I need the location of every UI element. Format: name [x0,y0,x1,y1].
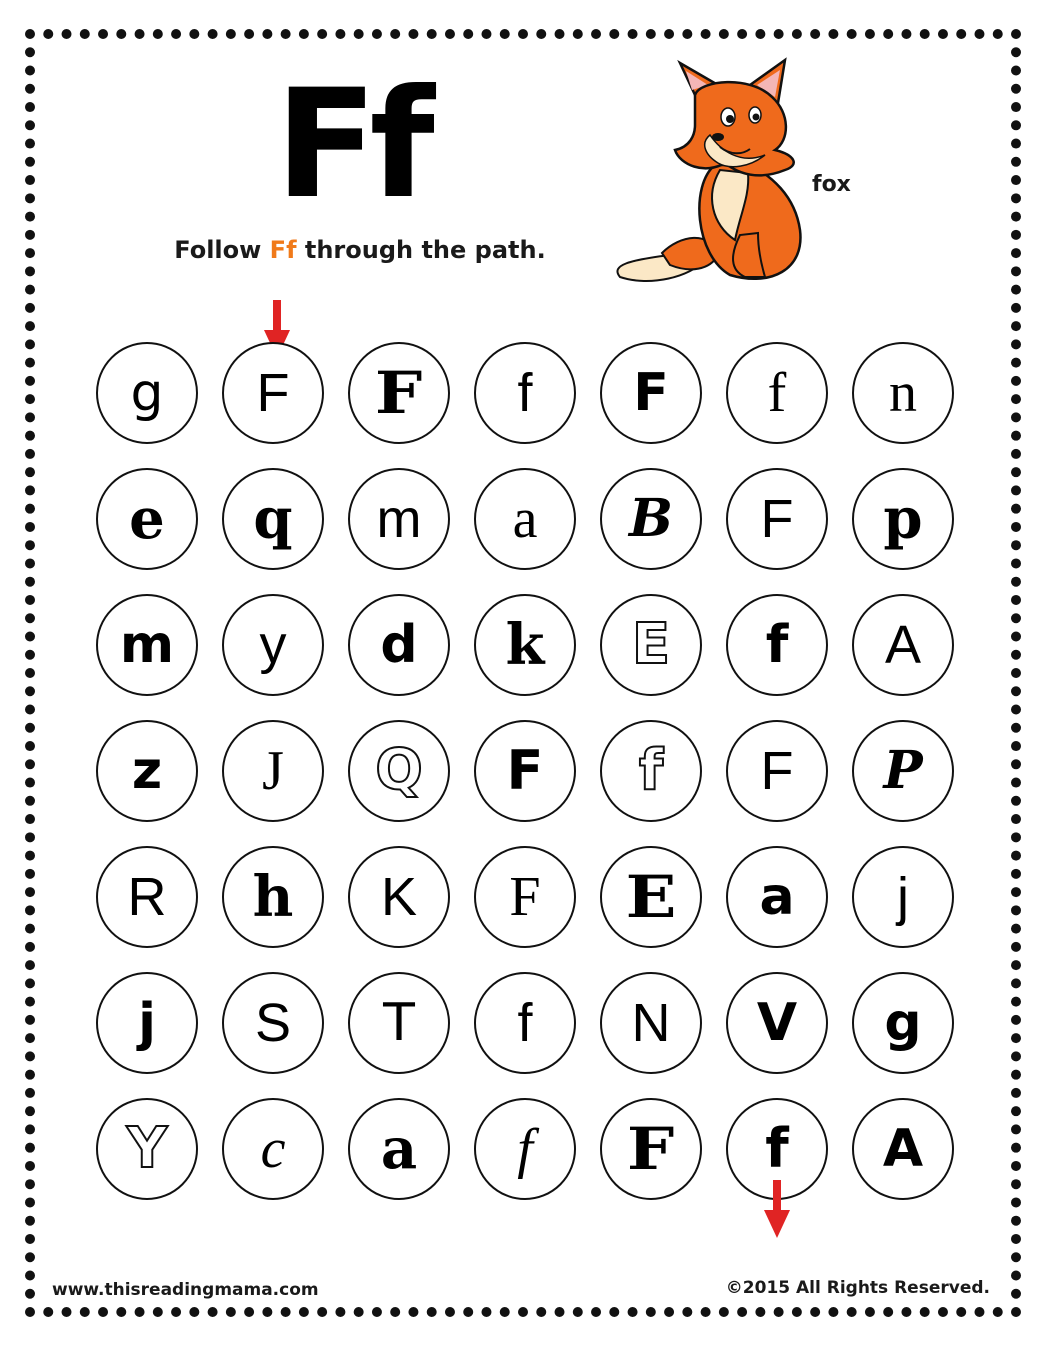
maze-circle[interactable] [96,1098,198,1200]
maze-letter: E [631,612,671,677]
maze-circle[interactable] [600,594,702,696]
maze-circle[interactable] [726,972,828,1074]
maze-letter: F [760,741,794,801]
maze-letter: J [262,740,284,802]
maze-letter: m [119,615,175,675]
maze-letter: Q [375,738,423,803]
instruction-text [150,236,570,264]
maze-letter: z [131,741,163,801]
maze-circle[interactable] [852,1098,954,1200]
maze-letter: n [889,362,917,424]
maze-circle[interactable] [726,594,828,696]
maze-letter: f [767,362,787,424]
maze-circle[interactable] [96,972,198,1074]
maze-circle[interactable] [726,342,828,444]
maze-letter: Y [126,1116,168,1181]
maze-letter: A [884,615,922,675]
maze-letter: d [380,615,418,675]
end-arrow-icon [762,1180,792,1240]
maze-letter: F [633,363,669,423]
maze-circle[interactable] [222,846,324,948]
maze-circle[interactable] [852,720,954,822]
maze-circle[interactable] [348,846,450,948]
maze-circle[interactable] [600,468,702,570]
title-letter: Ff [275,58,427,232]
maze-letter: f [638,738,664,803]
maze-circle[interactable] [726,468,828,570]
maze-circle[interactable] [852,594,954,696]
instruction-suffix: through the path. [296,236,546,264]
maze-circle[interactable] [96,342,198,444]
maze-letter: F [375,359,423,427]
fox-illustration [600,55,820,285]
maze-circle[interactable] [474,720,576,822]
maze-letter: F [506,739,544,802]
maze-circle[interactable] [348,1098,450,1200]
maze-letter: j [138,993,156,1053]
copyright-footer: ©2015 All Rights Reserved. [725,1278,990,1298]
maze-circle[interactable] [96,594,198,696]
maze-letter: y [259,615,287,675]
maze-letter: F [627,1115,675,1183]
maze-circle[interactable] [600,342,702,444]
maze-letter: F [509,866,541,928]
maze-letter: q [253,486,293,552]
maze-letter: E [625,863,677,931]
maze-circle[interactable] [222,720,324,822]
maze-circle[interactable] [600,846,702,948]
maze-letter: T [383,993,415,1053]
maze-circle[interactable] [222,468,324,570]
maze-circle[interactable] [222,594,324,696]
maze-circle[interactable] [222,972,324,1074]
maze-letter: a [759,867,795,927]
maze-circle[interactable] [222,1098,324,1200]
maze-letter: k [505,612,545,678]
maze-circle[interactable] [348,720,450,822]
instruction-prefix: Follow [174,236,270,264]
maze-circle[interactable] [600,720,702,822]
maze-letter: c [260,1118,286,1180]
maze-circle[interactable] [852,846,954,948]
maze-letter: K [380,867,418,927]
maze-letter: g [884,993,922,1053]
maze-letter: N [631,993,671,1053]
maze-circle[interactable] [474,846,576,948]
maze-circle[interactable] [726,846,828,948]
maze-letter: g [130,363,164,423]
maze-circle[interactable] [726,720,828,822]
maze-letter: f [517,1118,533,1180]
website-footer: www.thisreadingmama.com [52,1280,319,1300]
maze-circle[interactable] [96,846,198,948]
maze-circle[interactable] [852,972,954,1074]
maze-letter: R [127,867,167,927]
maze-circle[interactable] [474,972,576,1074]
maze-letter: j [897,867,909,927]
maze-letter: f [765,615,789,675]
picture-caption: fox [812,172,851,197]
maze-letter: a [380,1116,418,1182]
maze-letter: B [629,488,673,549]
maze-circle[interactable] [852,342,954,444]
maze-letter: S [254,993,292,1053]
maze-letter: p [883,486,923,552]
maze-circle[interactable] [474,594,576,696]
maze-letter: F [760,489,794,549]
maze-letter: F [256,363,290,423]
maze-letter: m [376,489,422,549]
maze-circle[interactable] [600,1098,702,1200]
maze-letter: A [882,1119,924,1179]
maze-letter: f [517,363,533,423]
maze-circle[interactable] [600,972,702,1074]
maze-circle[interactable] [96,720,198,822]
maze-letter: P [883,740,923,801]
maze-circle[interactable] [348,342,450,444]
maze-letter: a [512,488,538,550]
maze-circle[interactable] [474,468,576,570]
maze-letter: h [252,864,294,930]
maze-letter: V [756,993,798,1053]
maze-circle[interactable] [348,972,450,1074]
maze-letter: e [129,486,165,552]
maze-letter: f [517,993,533,1053]
maze-letter: f [765,1117,789,1180]
maze-circle[interactable] [474,1098,576,1200]
maze-circle[interactable] [222,342,324,444]
maze-circle[interactable] [852,468,954,570]
maze-circle[interactable] [348,468,450,570]
maze-circle[interactable] [474,342,576,444]
maze-circle[interactable] [348,594,450,696]
instruction-letter: Ff [269,236,297,264]
maze-circle[interactable] [96,468,198,570]
